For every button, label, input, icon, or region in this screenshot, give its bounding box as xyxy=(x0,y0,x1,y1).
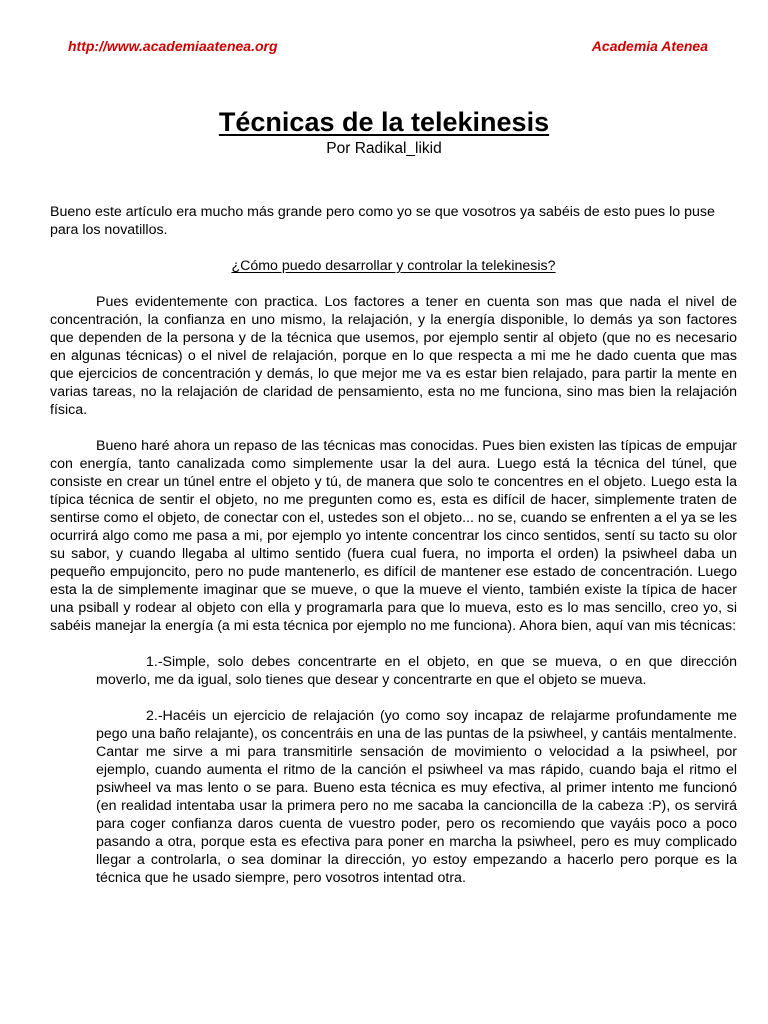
document-author: Por Radikal_likid xyxy=(326,140,442,157)
brand-name: Academia Atenea xyxy=(591,38,708,54)
website-link[interactable]: http://www.academiaatenea.org xyxy=(68,38,278,54)
document-title: Técnicas de la telekinesis xyxy=(218,107,550,137)
body-paragraph: Pues evidentemente con practica. Los factores a tener en cuenta son mas que nada el nivel de concentración, la confianza en uno mismo, la relajación, y la energía disponible, lo demás ya son factores que dependen de la persona y de la técnica que usemos, por ejemplo sentir al objeto (que no es necesario en algunas técnicas) o el nivel de relajación, porque en lo que respecta a mi me he dado cuenta que mas que ejercicios de concentración y demás, lo que mejor me va es estar bien relajado, para partir la mente en varias tareas, no la relajación de claridad de pensamiento, esta no me funciona, sino mas bien la relajación física. xyxy=(50,294,737,418)
section-subheading: ¿Cómo puedo desarrollar y controlar la telekinesis? xyxy=(231,258,556,274)
technique-item: 2.-Hacéis un ejercicio de relajación (yo como soy incapaz de relajarme profundamente me pego una baño relajante), os concentráis en una de las puntas de la psiwheel, y cantáis mentalmente. Cantar me sirve a mi para transmitirle sensación de movimiento o velocidad a la psiwheel, por ejemplo, cuando aumenta el ritmo de la canción el psiwheel va mas rápido, cuando baja el ritmo el psiwheel va mas lento o se para. Bueno esta técnica es muy efectiva, al primer intento me funcionó (en realidad intentaba usar la primera pero no me sacaba la cancioncilla de la cabeza :P), os servirá para coger confianza daros cuenta de vuestro poder, pero os recomiendo que vayáis poco a poco pasando a otra, porque esta es efectiva para poner en marcha la psiwheel, pero es muy complicado llegar a controlarla, o sea dominar la dirección, yo estoy empezando a hacerlo pero porque es la técnica que he usado siempre, pero vosotros intentad otra. xyxy=(96,708,737,886)
title-block xyxy=(0,104,768,158)
document-body xyxy=(50,203,737,905)
page-header xyxy=(68,38,708,58)
body-paragraph: Bueno haré ahora un repaso de las técnicas mas conocidas. Pues bien existen las típicas de empujar con energía, tanto canalizada como simplemente usar la del aura. Luego está la técnica del túnel, que consiste en crear un túnel entre el objeto y tú, de manera que solo te concentres en el objeto. Luego esta la típica técnica de sentir el objeto, no me pregunten como es, esta es difícil de hacer, simplemente traten de sentirse como el objeto, de conectar con el, ustedes son el objeto... no se, cuando se enfrenten a el ya se les ocurrirá algo como me pasa a mi, por ejemplo yo intente concentrar los cinco sentidos, sentí su tacto su olor su sabor, y cuando llegaba al ultimo sentido (fuera cual fuera, no importa el orden) la psiwheel daba un pequeño empujoncito, pero no pude mantenerlo, es difícil de mantener ese estado de concentración. Luego esta la de simplemente imaginar que se mueve, o que la mueve el viento, también existe la típica de hacer una psiball y rodear al objeto con ella y programarla para que lo mueva, esto es lo mas sencillo, creo yo, si sabéis manejar la energía (a mi esta técnica por ejemplo no me funciona). Ahora bien, aquí van mis técnicas: xyxy=(50,438,737,634)
intro-paragraph: Bueno este artículo era mucho más grande pero como yo se que vosotros ya sabéis de esto pues lo puse para los novatillos. xyxy=(50,204,715,238)
technique-item: 1.-Simple, solo debes concentrarte en el objeto, en que se mueva, o en que dirección moverlo, me da igual, solo tienes que desear y concentrarte en que el objeto se mueva. xyxy=(96,654,737,688)
